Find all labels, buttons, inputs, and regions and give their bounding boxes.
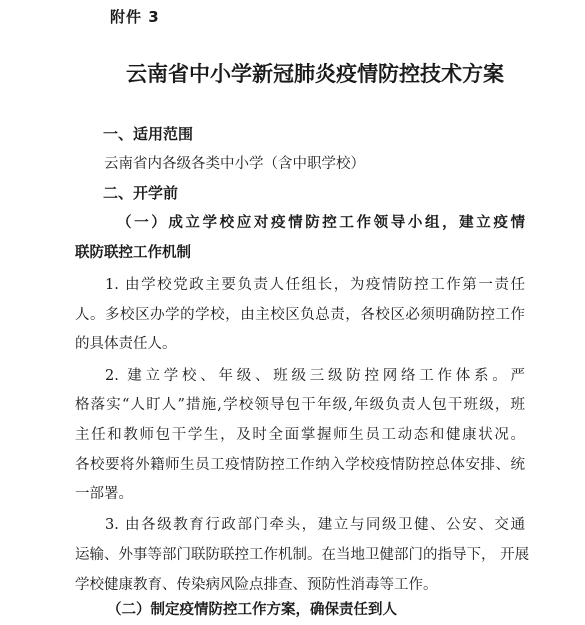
item2-line3: 主任和教师包干学生，及时全面掌握师生员工动态和健康状况。 bbox=[75, 427, 525, 443]
item2-line5: 一部署。 bbox=[75, 486, 133, 502]
item3-line1: 3. 由各级教育行政部门牵头，建立与同级卫健、公安、交通 bbox=[105, 517, 525, 533]
scope-text: 云南省内各级各类中小学（含中职学校） bbox=[104, 156, 365, 172]
item2-line2: 格落实“人盯人”措施,学校领导包干年级,年级负责人包干班级，班 bbox=[75, 397, 525, 413]
item1-line1: 1. 由学校党政主要负责人任组长，为疫情防控工作第一责任 bbox=[105, 277, 525, 293]
item3-line3: 学校健康教育、传染病风险点排查、预防性消毒等工作。 bbox=[75, 577, 438, 593]
section-heading-before-school: 二、开学前 bbox=[103, 184, 179, 202]
item2-line4: 各校要将外籍师生员工疫情防控工作纳入学校疫情防控总体安排、统 bbox=[75, 457, 525, 473]
subsection-heading-2: （二）制定疫情防控工作方案，确保责任到人 bbox=[107, 602, 397, 618]
annex-label: 附件 3 bbox=[110, 8, 160, 26]
item1-line3: 的具体责任人。 bbox=[75, 336, 177, 352]
section-heading-scope: 一、适用范围 bbox=[103, 125, 194, 143]
subsection-heading-1-line1: （一）成立学校应对疫情防控工作领导小组，建立疫情 bbox=[117, 215, 525, 231]
document-title: 云南省中小学新冠肺炎疫情防控技术方案 bbox=[126, 61, 504, 86]
item2-line1: 2. 建立学校、年级、班级三级防控网络工作体系。严 bbox=[105, 368, 525, 384]
item3-line2: 运输、外事等部门联防联控工作机制。在当地卫健部门的指导下， 开展 bbox=[75, 547, 530, 563]
subsection-heading-1-line2: 联防联控工作机制 bbox=[75, 245, 191, 261]
item1-line2: 人。多校区办学的学校，由主校区负总责，各校区必须明确防控工作 bbox=[75, 307, 525, 323]
